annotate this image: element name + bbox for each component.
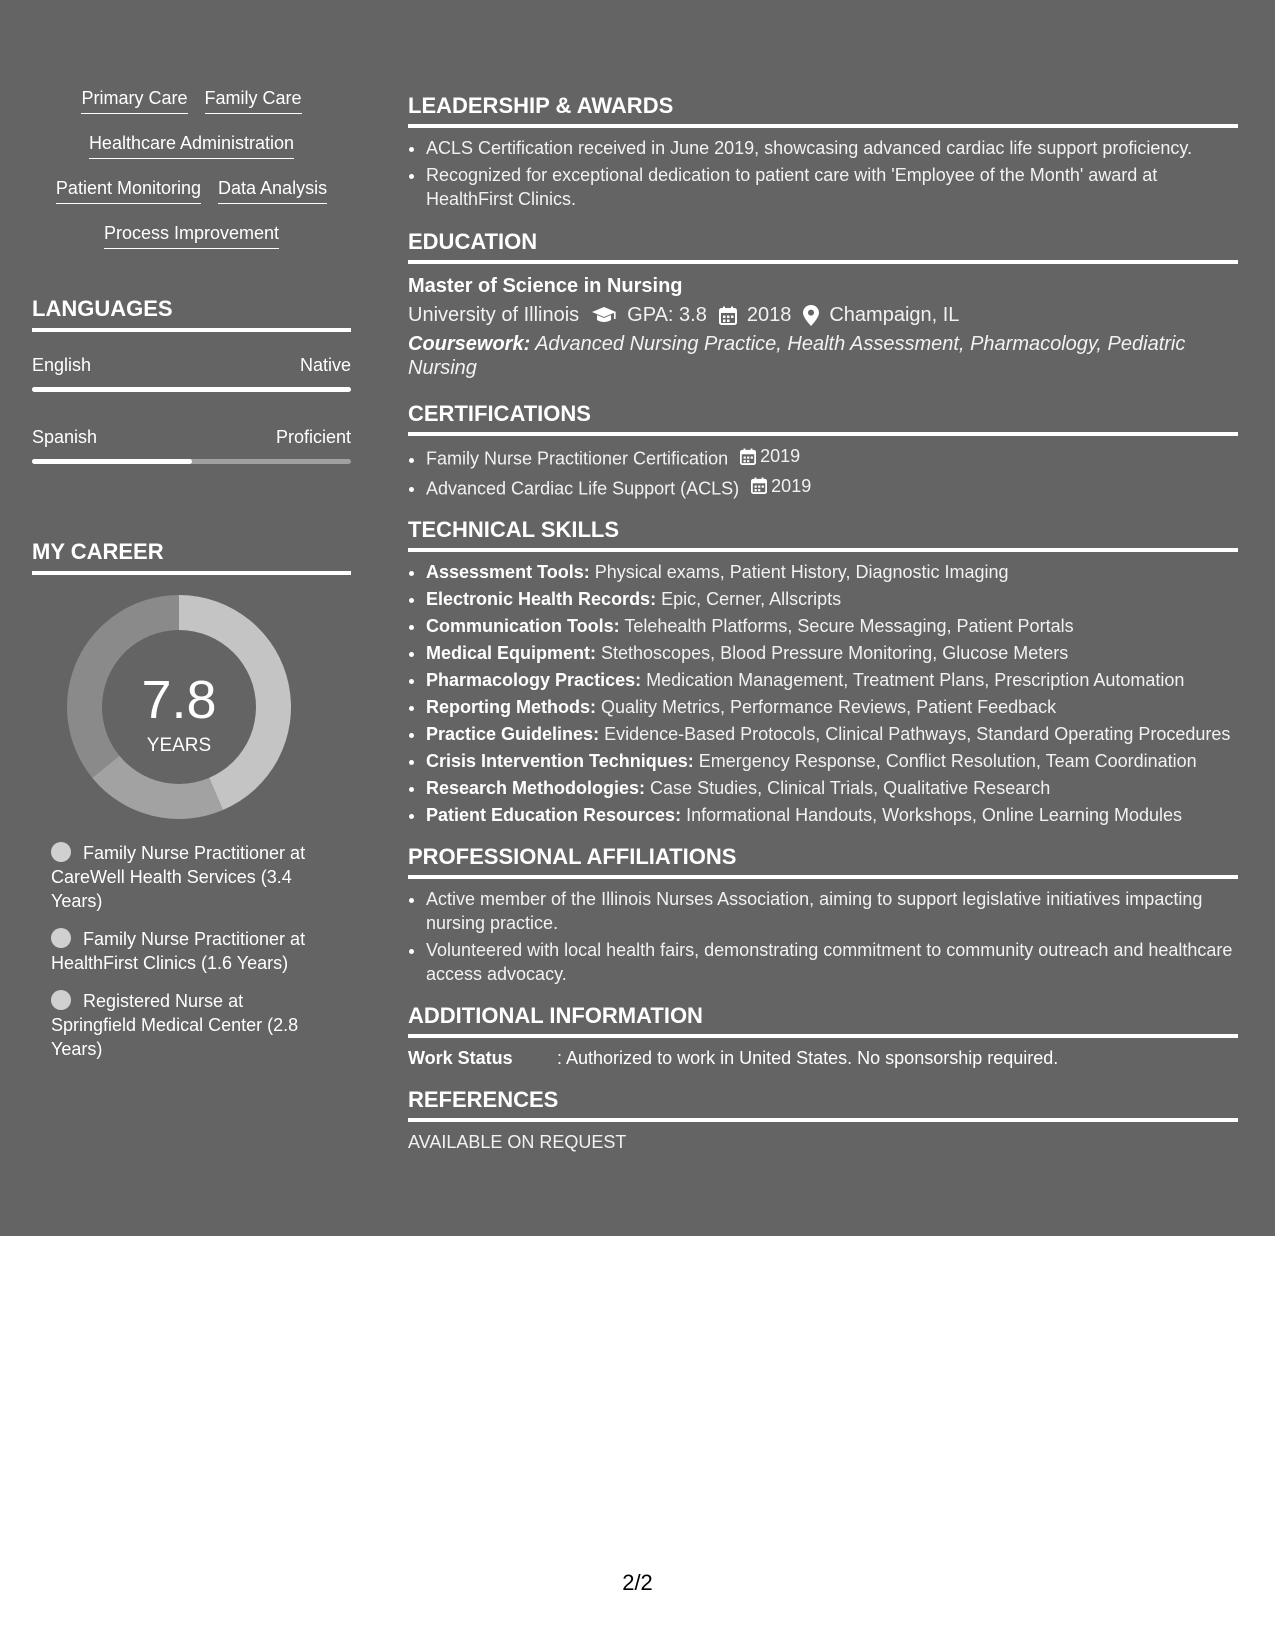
technical-skills-heading: TECHNICAL SKILLS <box>408 517 620 542</box>
language-level: Proficient <box>275 427 351 447</box>
affiliations-list <box>408 887 1238 986</box>
certification-date: 2019 <box>751 474 811 498</box>
section-rule <box>408 1034 1238 1038</box>
additional-info-section <box>408 1002 1238 1070</box>
list-item: • ACLS Certification received in June 2019, showcasing advanced cardiac life support proficiency. <box>426 136 1238 160</box>
skill-tag: Family Care <box>205 84 302 114</box>
section-rule <box>408 875 1238 879</box>
list-item <box>426 444 1238 471</box>
certification-date: 2019 <box>740 444 800 468</box>
career-heading: MY CAREER <box>32 539 164 564</box>
page-number: 2/2 <box>622 1570 653 1595</box>
skill-tag: Healthcare Administration <box>89 129 294 159</box>
leadership-heading: LEADERSHIP & AWARDS <box>408 93 674 118</box>
list-item: • Reporting Methods: Quality Metrics, Performance Reviews, Patient Feedback <box>426 695 1238 719</box>
references-heading: REFERENCES <box>408 1087 559 1112</box>
legend-dot <box>51 842 71 862</box>
certifications-heading: CERTIFICATIONS <box>408 401 591 426</box>
work-status-row <box>408 1046 1238 1070</box>
leadership-section <box>408 92 1238 211</box>
graduation-year: 2018 <box>746 304 792 326</box>
additional-info-heading: ADDITIONAL INFORMATION <box>408 1003 703 1028</box>
career-donut-chart <box>32 591 351 831</box>
school-name: University of Illinois <box>408 304 580 326</box>
career-list <box>32 841 351 1061</box>
school-location: Champaign, IL <box>829 304 960 326</box>
leadership-list <box>408 136 1238 211</box>
career-section <box>32 538 351 1061</box>
degree-title: Master of Science in Nursing <box>408 275 683 297</box>
section-rule <box>408 260 1238 264</box>
language-bar-fill <box>32 387 351 392</box>
map-pin-icon <box>803 305 819 326</box>
gpa: GPA: 3.8 <box>627 304 707 326</box>
section-rule <box>408 1118 1238 1122</box>
skill-tag: Data Analysis <box>218 174 327 204</box>
list-item: • Recognized for exceptional dedication to patient care with 'Employee of the Month' award at HealthFirst Clinics. <box>426 163 1238 211</box>
calendar-icon <box>751 477 767 494</box>
language-name: Spanish <box>32 427 98 447</box>
list-item: • Pharmacology Practices: Medication Management, Treatment Plans, Prescription Automation <box>426 668 1238 692</box>
list-item: • Patient Education Resources: Informational Handouts, Workshops, Online Learning Modules <box>426 803 1238 827</box>
career-unit: YEARS <box>146 735 212 756</box>
section-rule <box>32 571 351 575</box>
education-section <box>408 228 1238 380</box>
coursework-list: Advanced Nursing Practice, Health Assessment, Pharmacology, Pediatric Nursing <box>408 333 1186 379</box>
list-item: • Research Methodologies: Case Studies, Clinical Trials, Qualitative Research <box>426 776 1238 800</box>
list-item: • Active member of the Illinois Nurses Association, aiming to support legislative initiatives impacting nursing practice. <box>426 887 1238 935</box>
left-column <box>32 84 351 1075</box>
languages-section <box>32 295 351 464</box>
technical-skills-list <box>408 560 1238 827</box>
language-level: Native <box>299 355 351 375</box>
career-item: Registered Nurse at Springfield Medical Center (2.8 Years) <box>51 991 299 1059</box>
references-text: AVAILABLE ON REQUEST <box>408 1132 627 1152</box>
language-bar-fill <box>32 459 192 464</box>
education-details <box>408 300 1238 330</box>
career-item: Family Nurse Practitioner at HealthFirst Clinics (1.6 Years) <box>51 929 306 973</box>
skill-tags <box>32 84 351 249</box>
languages-heading: LANGUAGES <box>32 296 173 321</box>
language-bar <box>32 459 351 464</box>
affiliations-heading: PROFESSIONAL AFFILIATIONS <box>408 844 737 869</box>
list-item: • Volunteered with local health fairs, demonstrating commitment to community outreach and healthcare access advocacy. <box>426 938 1238 986</box>
skill-tag: Primary Care <box>81 84 187 114</box>
list-item: • Assessment Tools: Physical exams, Patient History, Diagnostic Imaging <box>426 560 1238 584</box>
skill-tag: Process Improvement <box>104 219 279 249</box>
career-total: 7.8 <box>141 670 217 730</box>
list-item: • Medical Equipment: Stethoscopes, Blood Pressure Monitoring, Glucose Meters <box>426 641 1238 665</box>
certification-name: Family Nurse Practitioner Certification <box>426 448 729 469</box>
list-item: • Communication Tools: Telehealth Platforms, Secure Messaging, Patient Portals <box>426 614 1238 638</box>
legend-dot <box>51 928 71 948</box>
coursework-label: Coursework: <box>408 333 531 355</box>
coursework <box>408 332 1238 380</box>
list-item <box>426 474 1238 501</box>
language-item <box>32 353 351 392</box>
language-bar <box>32 387 351 392</box>
calendar-icon <box>719 306 737 325</box>
technical-skills-section <box>408 516 1238 827</box>
right-column <box>408 92 1238 1154</box>
language-item <box>32 425 351 464</box>
section-rule <box>408 432 1238 436</box>
certifications-list <box>408 444 1238 500</box>
legend-dot <box>51 990 71 1010</box>
work-status-value: : Authorized to work in United States. No sponsorship required. <box>557 1048 1059 1068</box>
work-status-label: Work Status <box>408 1048 513 1068</box>
certifications-section <box>408 400 1238 500</box>
language-name: English <box>32 355 92 375</box>
education-heading: EDUCATION <box>408 229 538 254</box>
certification-name: Advanced Cardiac Life Support (ACLS) <box>426 478 740 498</box>
affiliations-section <box>408 843 1238 986</box>
calendar-icon <box>740 448 756 465</box>
section-rule <box>32 328 351 332</box>
list-item: • Electronic Health Records: Epic, Cerner, Allscripts <box>426 587 1238 611</box>
list-item: • Practice Guidelines: Evidence-Based Protocols, Clinical Pathways, Standard Operating Procedures <box>426 722 1238 746</box>
list-item: • Crisis Intervention Techniques: Emergency Response, Conflict Resolution, Team Coordination <box>426 749 1238 773</box>
section-rule <box>408 548 1238 552</box>
graduation-cap-icon <box>591 306 617 324</box>
section-rule <box>408 124 1238 128</box>
skill-tag: Patient Monitoring <box>56 174 201 204</box>
career-item: Family Nurse Practitioner at CareWell Health Services (3.4 Years) <box>51 843 306 911</box>
references-section <box>408 1086 1238 1154</box>
